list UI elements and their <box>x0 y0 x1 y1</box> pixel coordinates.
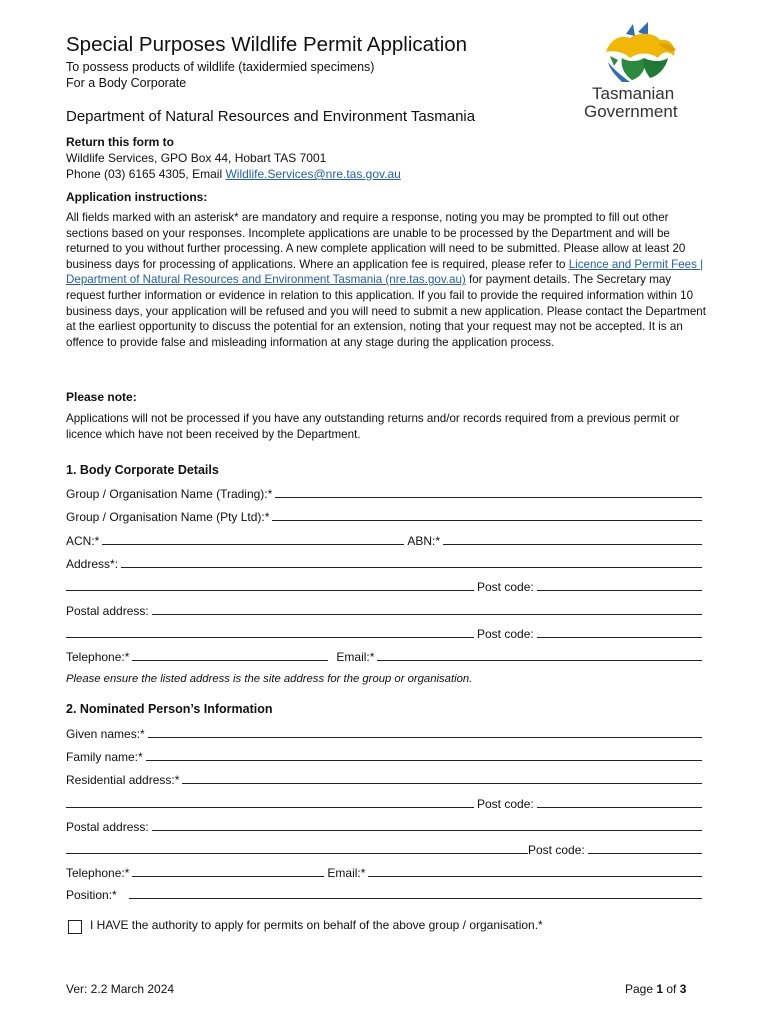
acn-abn-row <box>66 532 702 548</box>
address-postcode-row <box>66 578 702 594</box>
address-line2-field[interactable] <box>66 589 474 591</box>
family-name-label: Family name:* <box>66 750 143 764</box>
position-field[interactable] <box>129 897 702 899</box>
return-heading: Return this form to <box>66 135 174 149</box>
section1-heading: 1. Body Corporate Details <box>66 463 219 477</box>
current-page: 1 <box>656 982 664 996</box>
note-heading: Please note: <box>66 390 137 404</box>
nominee-telephone-label: Telephone:* <box>66 866 130 880</box>
pty-name-row <box>66 508 702 524</box>
telephone-field[interactable] <box>132 659 328 661</box>
postal-address-field[interactable] <box>152 613 702 615</box>
pty-name-label: Group / Organisation Name (Pty Ltd):* <box>66 510 270 524</box>
abn-label: ABN:* <box>407 534 441 548</box>
postal-line2-field[interactable] <box>66 636 474 638</box>
trading-name-field[interactable] <box>275 496 702 498</box>
version-label: Ver: 2.2 March 2024 <box>66 982 175 996</box>
residential-postcode-row <box>66 795 702 811</box>
postal-address-row <box>66 602 702 618</box>
residential-address-label: Residential address:* <box>66 773 180 787</box>
form-subtitle: To possess products of wildlife (taxidermied specimens) <box>66 60 375 74</box>
trading-name-label: Group / Organisation Name (Trading):* <box>66 487 273 501</box>
trading-name-row <box>66 485 702 501</box>
residential-postcode-label: Post code: <box>477 797 534 811</box>
residential-postcode-field[interactable] <box>537 806 702 808</box>
postal-address-label: Postal address: <box>66 604 149 618</box>
telephone-label: Telephone:* <box>66 650 130 664</box>
nominee-postal-postcode-row <box>66 841 702 857</box>
pty-name-field[interactable] <box>272 519 702 521</box>
logo-text-government: Government <box>584 102 678 121</box>
given-names-label: Given names:* <box>66 727 145 741</box>
page-prefix: Page <box>625 982 657 996</box>
position-label: Position:* <box>66 888 117 902</box>
address-field[interactable] <box>121 566 702 568</box>
postal-postcode-field[interactable] <box>537 636 702 638</box>
fees-link[interactable]: Licence and Permit Fees | Department of Natural Resources and Environment Tasmania (nre.tas.gov.au) <box>66 257 704 287</box>
telephone-email-row <box>66 648 702 664</box>
email-link[interactable]: Wildlife.Services@nre.tas.gov.au <box>225 167 401 181</box>
given-names-row <box>66 725 702 741</box>
department-name: Department of Natural Resources and Environment Tasmania <box>66 108 476 125</box>
residential-address-field[interactable] <box>182 782 702 784</box>
nominee-postal-field[interactable] <box>152 829 702 831</box>
postal-postcode-row <box>66 625 702 641</box>
page-title: Special Purposes Wildlife Permit Application <box>66 33 468 56</box>
family-name-field[interactable] <box>146 759 702 761</box>
email-field[interactable] <box>377 659 702 661</box>
return-contact <box>66 166 401 182</box>
return-address: Wildlife Services, GPO Box 44, Hobart TAS 7001 <box>66 151 327 165</box>
nominee-postal-line2-field[interactable] <box>66 852 528 854</box>
postcode-label: Post code: <box>477 580 534 594</box>
return-phone: Phone (03) 6165 4305, Email <box>66 167 226 181</box>
residential-address-row <box>66 771 702 787</box>
postal-postcode-label: Post code: <box>477 627 534 641</box>
instructions-text-part1: All fields marked with an asterisk* are mandatory and require a response, noting you may be prompted to fill out other sections based on your responses. Incomplete applications are unable to be processed by the Department and will be returned to you without further processing. A new complete application will need to be submitted. Please allow at least 20 business days for processing of applications. Where an application fee is required, please refer to <box>66 211 686 271</box>
total-pages: 3 <box>679 982 687 996</box>
nominee-postal-row <box>66 818 702 834</box>
family-name-row <box>66 748 702 764</box>
address-row <box>66 555 702 571</box>
nominee-email-field[interactable] <box>368 875 702 877</box>
instructions-text-part2: for payment details. The Secretary may request further information or evidence in relation to this application. If you fail to provide the required information within 10 business days, your application will be refused and you will need to submit a new application. Please contact the Department at the earliest opportunity to discuss the potential for an extension, noting that your request may not be accepted. It is an offence to provide false and misleading information at any stage during the application process. <box>66 273 706 349</box>
nominee-contact-row <box>66 864 702 880</box>
nominee-telephone-field[interactable] <box>132 875 324 877</box>
instructions-heading: Application instructions: <box>66 190 208 204</box>
position-row <box>66 886 702 902</box>
nominee-postcode-field[interactable] <box>588 852 702 854</box>
acn-field[interactable] <box>102 543 404 545</box>
postcode-field[interactable] <box>537 589 702 591</box>
authority-checkbox[interactable] <box>68 920 82 934</box>
given-names-field[interactable] <box>148 736 702 738</box>
instructions-text <box>66 210 712 350</box>
page-number <box>625 982 686 996</box>
tasmanian-government-logo <box>578 22 703 122</box>
page-of: of <box>663 982 680 996</box>
tasmanian-devil-icon <box>578 22 703 86</box>
nominee-postal-label: Postal address: <box>66 820 149 834</box>
email-label: Email:* <box>336 650 375 664</box>
logo-text-tasmanian: Tasmanian <box>592 84 675 103</box>
address-label: Address*: <box>66 557 119 571</box>
form-subtitle-entity: For a Body Corporate <box>66 76 187 90</box>
residential-line2-field[interactable] <box>66 806 474 808</box>
authority-label: I HAVE the authority to apply for permits on behalf of the above group / organisation.* <box>90 918 543 932</box>
acn-label: ACN:* <box>66 534 100 548</box>
nominee-email-label: Email:* <box>327 866 366 880</box>
section2-heading: 2. Nominated Person’s Information <box>66 702 273 716</box>
abn-field[interactable] <box>443 543 702 545</box>
site-address-note: Please ensure the listed address is the site address for the group or organisation. <box>66 673 473 685</box>
nominee-postcode-label: Post code: <box>528 843 585 857</box>
note-text: Applications will not be processed if you have any outstanding returns and/or records required from a previous permit or licence which have not been received by the Department. <box>66 412 680 441</box>
